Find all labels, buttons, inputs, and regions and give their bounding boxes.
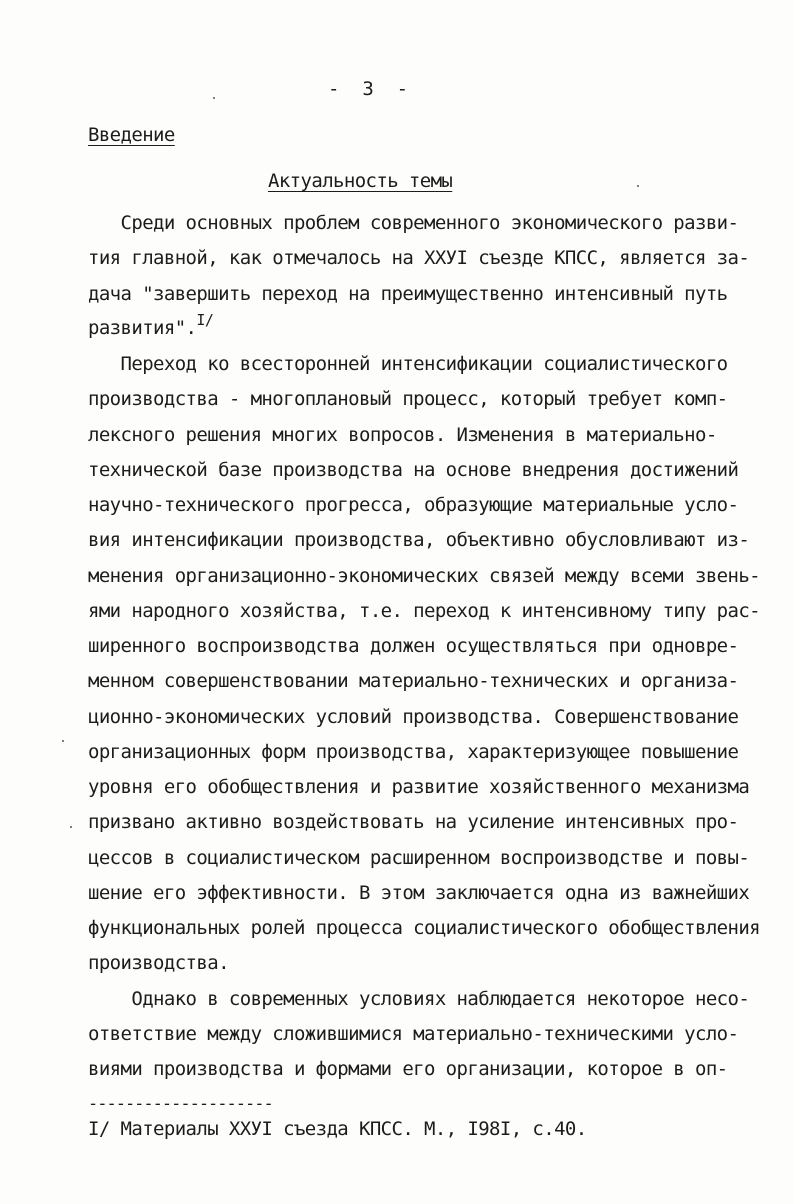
paragraph-3-line-3: виями производства и формами его организации, которое в оп-	[88, 1058, 728, 1080]
footnote-text: I/ Материалы ХХУI съезда КПСС. М., I98I, с.40.	[88, 1118, 587, 1140]
footnote-separator: --------------------	[88, 1094, 273, 1114]
scan-speck	[70, 826, 72, 828]
paragraph-3-line-1: Однако в современных условиях наблюдается некоторое несо-	[88, 988, 750, 1010]
paragraph-2-line-11: ционно-экономических условий производства. Совершенствование	[88, 706, 739, 728]
scan-speck	[213, 97, 215, 99]
scan-speck	[62, 740, 64, 742]
paragraph-2-line-3: лексного решения многих вопросов. Изменения в материально-	[88, 424, 717, 446]
paragraph-2-line-16: шение его эффективности. В этом заключается одна из важнейших	[88, 882, 750, 904]
paragraph-2-line-2: производства - многоплановый процесс, который требует комп-	[88, 388, 728, 410]
paragraph-1-line-4	[88, 311, 214, 340]
paragraph-2-line-6: вия интенсификации производства, объективно обусловливают из-	[88, 529, 750, 551]
paragraph-2-line-15: цессов в социалистическом расширенном воспроизводстве и повы-	[88, 847, 750, 869]
page-number: - 3 -	[328, 78, 409, 100]
paragraph-2-line-5: научно-технического прогресса, образующие материальные усло-	[88, 494, 739, 516]
paragraph-2-line-4: технической базе производства на основе внедрения достижений	[88, 459, 739, 481]
paragraph-2-line-10: менном совершенствовании материально-технических и организа-	[88, 670, 739, 692]
paragraph-2-line-17: функциональных ролей процесса социалистического обобществления	[88, 917, 761, 939]
section-title: Введение	[88, 124, 175, 146]
paragraph-2-line-7: менения организационно-экономических связей между всеми звень-	[88, 565, 761, 587]
paragraph-1-line-4-text: развития".	[88, 317, 197, 339]
paragraph-2-line-1: Переход ко всесторонней интенсификации социалистического	[88, 353, 728, 375]
paragraph-3-line-2: ответствие между сложившимися материально-техническими усло-	[88, 1023, 739, 1045]
footnote-reference: I/	[196, 311, 214, 329]
paragraph-1-line-1: Среди основных проблем современного экономического разви-	[88, 212, 739, 234]
paragraph-2-line-9: ширенного воспроизводства должен осуществляться при одновре-	[88, 635, 739, 657]
scan-speck	[637, 185, 639, 187]
paragraph-2-line-12: организационных форм производства, характеризующее повышение	[88, 741, 739, 763]
paragraph-2-line-13: уровня его обобществления и развитие хозяйственного механизма	[88, 776, 750, 798]
paragraph-2-line-8: ями народного хозяйства, т.е. переход к интенсивному типу рас-	[88, 600, 761, 622]
subsection-title: Актуальность темы	[268, 170, 453, 192]
paragraph-1-line-3: дача "завершить переход на преимущественно интенсивный путь	[88, 283, 728, 305]
paragraph-2-line-18: производства.	[88, 952, 229, 974]
paragraph-1-line-2: тия главной, как отмечалось на ХХУI съезде КПСС, является за-	[88, 247, 750, 269]
paragraph-2-line-14: призвано активно воздействовать на усиление интенсивных про-	[88, 811, 739, 833]
